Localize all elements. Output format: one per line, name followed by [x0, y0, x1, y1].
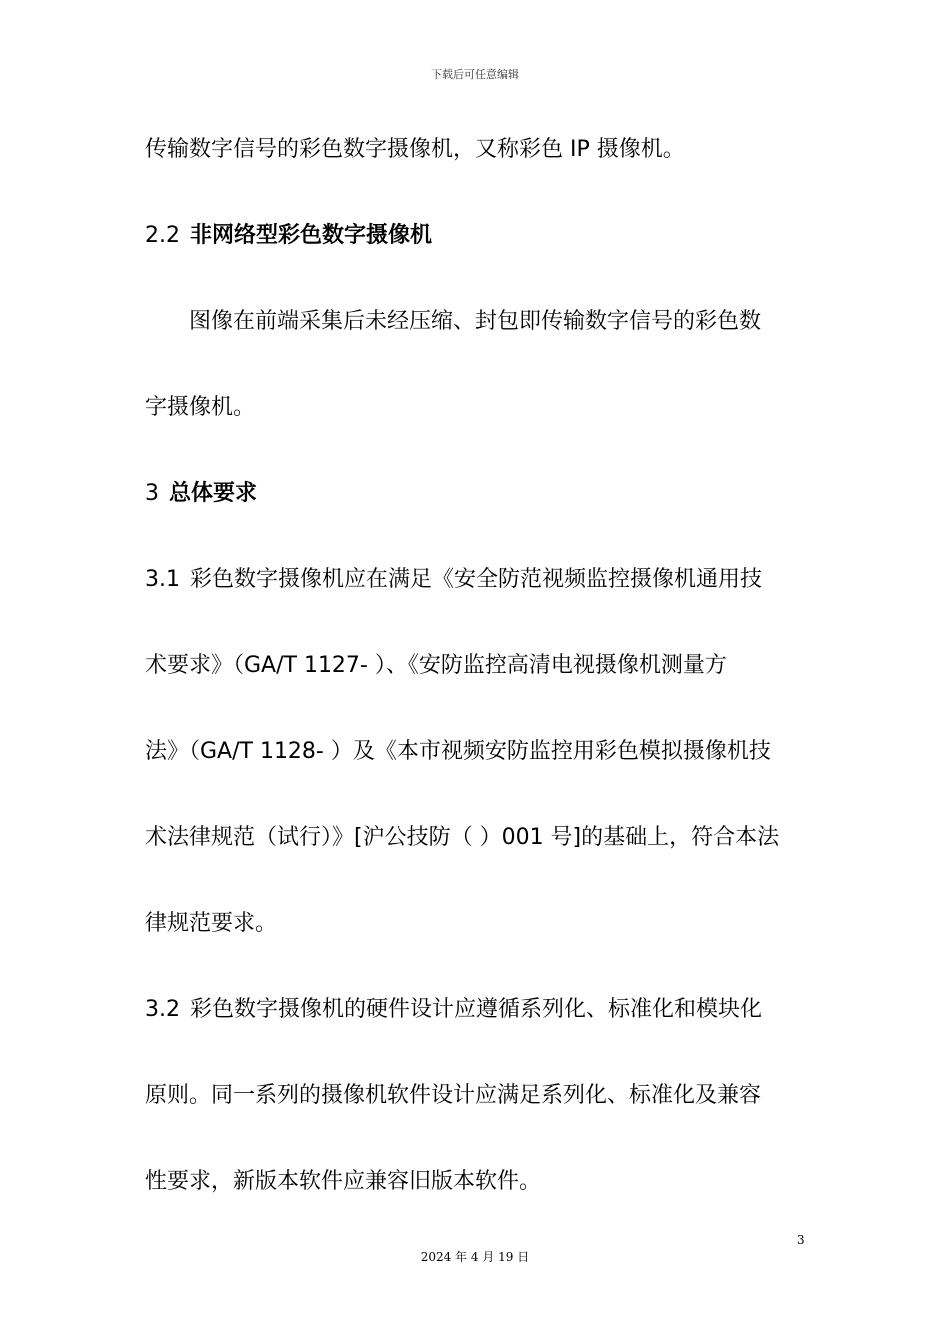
document-body — [145, 128, 807, 1203]
footer-date: 2024 年 4 月 19 日 — [420, 1250, 530, 1264]
section-heading-2-2 — [145, 214, 807, 257]
clause-number: 3.1 — [145, 567, 180, 592]
body-line: 传输数字信号的彩色数字摄像机，又称彩色 IP 摄像机。 — [145, 137, 685, 162]
body-line: 图像在前端采集后未经压缩、封包即传输数字信号的彩色数 — [189, 309, 762, 334]
body-line: 术法律规范（试行）》[沪公技防（ ）001 号]的基础上，符合本法 — [145, 825, 780, 850]
page-number: 3 — [797, 1233, 805, 1247]
clause-3-1-line — [145, 558, 807, 601]
body-line: 法》（GA/T 1128- ）及《本市视频安防监控用彩色模拟摄像机技 — [145, 739, 771, 764]
section-heading-3 — [145, 472, 807, 515]
body-line: 字摄像机。 — [145, 395, 256, 420]
clause-number: 3.2 — [145, 997, 180, 1022]
body-line: 性要求，新版本软件应兼容旧版本软件。 — [145, 1169, 542, 1194]
body-line: 律规范要求。 — [145, 911, 278, 936]
section-number: 3 — [145, 481, 159, 506]
section-title: 总体要求 — [169, 481, 258, 506]
body-line: 原则。同一系列的摄像机软件设计应满足系列化、标准化及兼容 — [145, 1083, 762, 1108]
body-line: 术要求》（GA/T 1127- ）、《安防监控高清电视摄像机测量方 — [145, 653, 727, 678]
section-title: 非网络型彩色数字摄像机 — [190, 223, 433, 248]
clause-3-2-line — [145, 988, 807, 1031]
clause-text: 彩色数字摄像机的硬件设计应遵循系列化、标准化和模块化 — [190, 997, 763, 1022]
clause-text: 彩色数字摄像机应在满足《安全防范视频监控摄像机通用技 — [190, 567, 763, 592]
section-number: 2.2 — [145, 223, 180, 248]
header-note: 下载后可任意编辑 — [431, 68, 519, 81]
